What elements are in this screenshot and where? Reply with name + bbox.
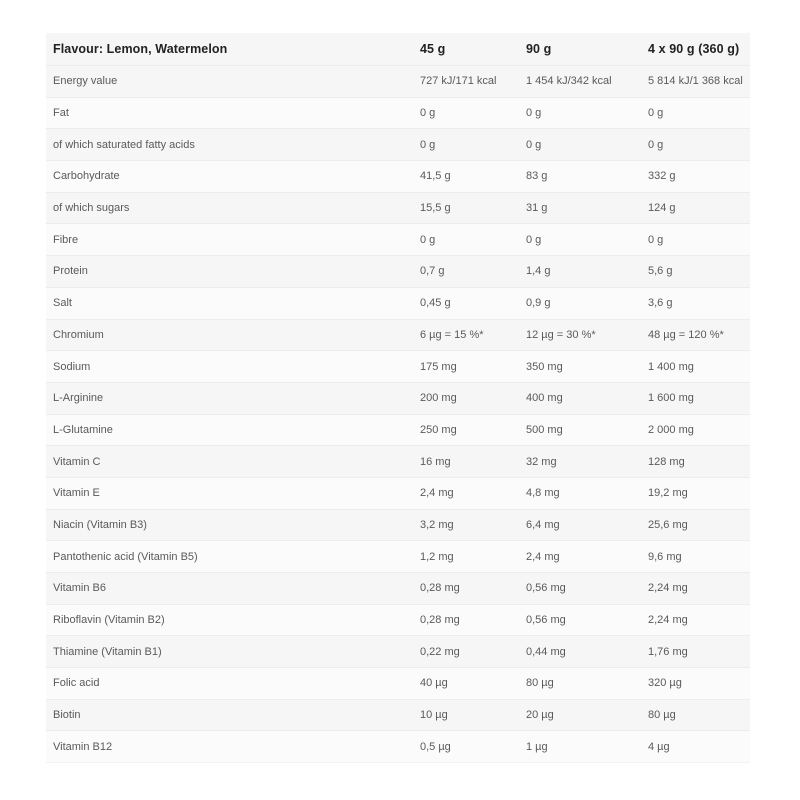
table-row <box>46 446 750 478</box>
cell-45g: 0,22 mg <box>413 636 519 668</box>
row-label: Thiamine (Vitamin B1) <box>46 636 413 668</box>
cell-360g: 5 814 kJ/1 368 kcal <box>641 66 750 98</box>
cell-45g: 41,5 g <box>413 161 519 193</box>
header-90g: 90 g <box>519 33 641 66</box>
cell-45g: 200 mg <box>413 382 519 414</box>
row-label: of which sugars <box>46 192 413 224</box>
cell-90g: 83 g <box>519 161 641 193</box>
cell-360g: 2,24 mg <box>641 573 750 605</box>
table-row <box>46 287 750 319</box>
table-row <box>46 573 750 605</box>
header-4x90g: 4 x 90 g (360 g) <box>641 33 750 66</box>
row-label: L-Arginine <box>46 382 413 414</box>
cell-90g: 1 µg <box>519 731 641 763</box>
cell-360g: 332 g <box>641 161 750 193</box>
cell-45g: 0 g <box>413 129 519 161</box>
cell-90g: 80 µg <box>519 668 641 700</box>
cell-360g: 0 g <box>641 224 750 256</box>
row-label: Vitamin B6 <box>46 573 413 605</box>
header-45g: 45 g <box>413 33 519 66</box>
row-label: Folic acid <box>46 668 413 700</box>
table-row <box>46 541 750 573</box>
cell-360g: 9,6 mg <box>641 541 750 573</box>
row-label: Sodium <box>46 351 413 383</box>
cell-45g: 727 kJ/171 kcal <box>413 66 519 98</box>
cell-45g: 0,5 µg <box>413 731 519 763</box>
cell-90g: 1 454 kJ/342 kcal <box>519 66 641 98</box>
table-row <box>46 382 750 414</box>
cell-90g: 0 g <box>519 224 641 256</box>
table-row <box>46 97 750 129</box>
cell-90g: 12 µg = 30 %* <box>519 319 641 351</box>
row-label: Vitamin E <box>46 477 413 509</box>
cell-45g: 0,7 g <box>413 256 519 288</box>
table-row <box>46 509 750 541</box>
cell-360g: 25,6 mg <box>641 509 750 541</box>
row-label: Biotin <box>46 699 413 731</box>
row-label: Riboflavin (Vitamin B2) <box>46 604 413 636</box>
cell-90g: 6,4 mg <box>519 509 641 541</box>
row-label: Energy value <box>46 66 413 98</box>
row-label: Carbohydrate <box>46 161 413 193</box>
cell-360g: 5,6 g <box>641 256 750 288</box>
cell-90g: 0,44 mg <box>519 636 641 668</box>
row-label: L-Glutamine <box>46 414 413 446</box>
row-label: Pantothenic acid (Vitamin B5) <box>46 541 413 573</box>
cell-360g: 0 g <box>641 97 750 129</box>
cell-90g: 0 g <box>519 129 641 161</box>
cell-45g: 0,28 mg <box>413 604 519 636</box>
cell-45g: 0 g <box>413 97 519 129</box>
row-label: Vitamin B12 <box>46 731 413 763</box>
cell-360g: 128 mg <box>641 446 750 478</box>
table-row <box>46 477 750 509</box>
cell-90g: 400 mg <box>519 382 641 414</box>
cell-360g: 4 µg <box>641 731 750 763</box>
table-row <box>46 256 750 288</box>
cell-90g: 2,4 mg <box>519 541 641 573</box>
row-label: of which saturated fatty acids <box>46 129 413 161</box>
row-label: Vitamin C <box>46 446 413 478</box>
cell-90g: 31 g <box>519 192 641 224</box>
nutrition-table <box>46 33 750 763</box>
cell-90g: 4,8 mg <box>519 477 641 509</box>
table-row <box>46 636 750 668</box>
table-row <box>46 699 750 731</box>
row-label: Chromium <box>46 319 413 351</box>
table-row <box>46 731 750 763</box>
cell-360g: 3,6 g <box>641 287 750 319</box>
table-header-row <box>46 33 750 66</box>
cell-360g: 1,76 mg <box>641 636 750 668</box>
cell-90g: 0,56 mg <box>519 604 641 636</box>
cell-45g: 0 g <box>413 224 519 256</box>
cell-360g: 2,24 mg <box>641 604 750 636</box>
cell-90g: 1,4 g <box>519 256 641 288</box>
table-row <box>46 319 750 351</box>
cell-45g: 15,5 g <box>413 192 519 224</box>
cell-360g: 0 g <box>641 129 750 161</box>
cell-45g: 175 mg <box>413 351 519 383</box>
row-label: Fibre <box>46 224 413 256</box>
table-row <box>46 414 750 446</box>
cell-90g: 0,56 mg <box>519 573 641 605</box>
cell-90g: 0 g <box>519 97 641 129</box>
table-row <box>46 66 750 98</box>
cell-45g: 1,2 mg <box>413 541 519 573</box>
table-row <box>46 668 750 700</box>
table-row <box>46 161 750 193</box>
table-row <box>46 604 750 636</box>
cell-45g: 2,4 mg <box>413 477 519 509</box>
cell-360g: 1 600 mg <box>641 382 750 414</box>
cell-45g: 6 µg = 15 %* <box>413 319 519 351</box>
row-label: Salt <box>46 287 413 319</box>
cell-45g: 10 µg <box>413 699 519 731</box>
cell-45g: 3,2 mg <box>413 509 519 541</box>
cell-45g: 0,28 mg <box>413 573 519 605</box>
table-row <box>46 224 750 256</box>
table-row <box>46 351 750 383</box>
table-row <box>46 192 750 224</box>
cell-90g: 20 µg <box>519 699 641 731</box>
row-label: Niacin (Vitamin B3) <box>46 509 413 541</box>
cell-360g: 48 µg = 120 %* <box>641 319 750 351</box>
cell-90g: 350 mg <box>519 351 641 383</box>
cell-90g: 32 mg <box>519 446 641 478</box>
cell-360g: 2 000 mg <box>641 414 750 446</box>
cell-360g: 320 µg <box>641 668 750 700</box>
nutrition-table-container <box>46 33 750 763</box>
row-label: Fat <box>46 97 413 129</box>
cell-45g: 40 µg <box>413 668 519 700</box>
cell-360g: 19,2 mg <box>641 477 750 509</box>
header-flavour: Flavour: Lemon, Watermelon <box>46 33 413 66</box>
row-label: Protein <box>46 256 413 288</box>
cell-90g: 0,9 g <box>519 287 641 319</box>
cell-90g: 500 mg <box>519 414 641 446</box>
table-row <box>46 129 750 161</box>
cell-360g: 124 g <box>641 192 750 224</box>
cell-45g: 0,45 g <box>413 287 519 319</box>
cell-45g: 16 mg <box>413 446 519 478</box>
cell-360g: 1 400 mg <box>641 351 750 383</box>
cell-360g: 80 µg <box>641 699 750 731</box>
cell-45g: 250 mg <box>413 414 519 446</box>
